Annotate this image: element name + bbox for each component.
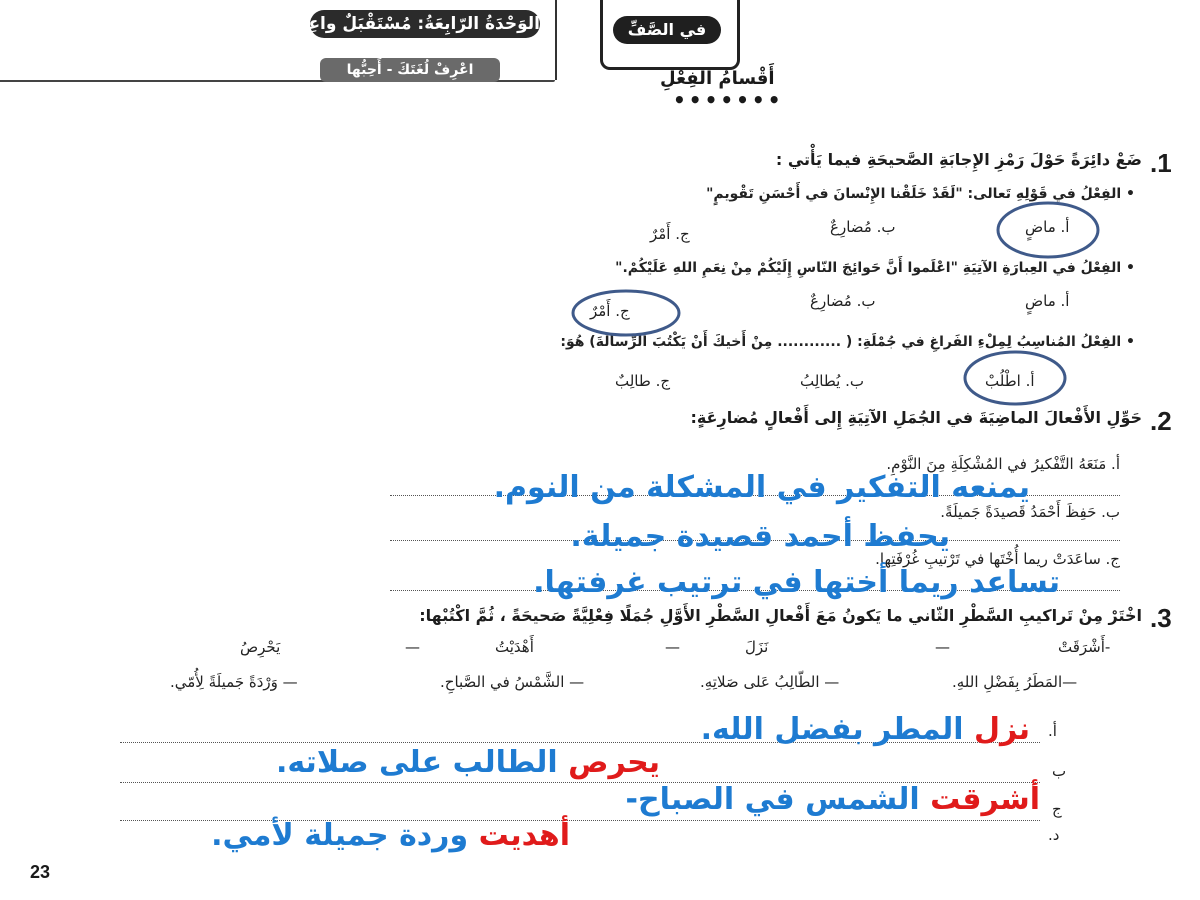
page-number: 23 <box>30 862 51 882</box>
q3-verb-4: يَحْرِصُ <box>240 638 281 656</box>
q1-number: 1. <box>1150 148 1172 178</box>
q2-answer-a: يمنعه التفكير في المشكلة من النوم. <box>493 470 1030 505</box>
answer-circle-q1-item1 <box>998 203 1098 257</box>
q3-phrase-3: — الشَّمْسُ في الصَّباحِ. <box>440 673 585 691</box>
q1-item2-option-b: ب. مُضارِعٌ <box>810 292 876 310</box>
q2-item-c: ج. ساعَدَتْ ريما أُخْتَها في تَرْتيبِ غُرْفَتِها. <box>875 550 1120 568</box>
q1-item1-option-a: أ. ماضٍ <box>1025 218 1070 236</box>
q3-phrase-1: —المَطَرُ بِفَضْلِ اللهِ. <box>952 673 1078 691</box>
q3-label-a: أ. <box>1048 722 1057 740</box>
q3-answer-d-rest: وردة جميلة لأمي. <box>211 818 469 853</box>
q1-item2-option-a: أ. ماضٍ <box>1025 292 1070 310</box>
answer-circle-q1-item3 <box>965 352 1065 404</box>
q3-phrase-4: — وَرْدَةً جَميلَةً لِأُمّي. <box>170 673 298 691</box>
q3-instruction: اخْتَرْ مِنْ تَراكيبِ السَّطْرِ الثّاني ما يَكونُ مَعَ أَفْعالِ السَّطْرِ الأَوَّلِ جُمَلًا فِعْلِيَّةً صَحيحَةً ، ثُمَّ اكْتُبْها: <box>419 606 1142 625</box>
q3-verb-1: -أَشْرَقَتْ <box>1058 638 1111 656</box>
q3-label-b: ب <box>1052 762 1067 780</box>
q3-phrase-2: — الطّالِبُ عَلى صَلاتِهِ. <box>700 673 840 691</box>
q3-answer-c-rest: الشمس في الصباح <box>637 782 920 817</box>
q1-item1-prompt: • الفِعْلُ في قَوْلِهِ تَعالى: "لَقَدْ خَلَقْنا الإِنْسانَ في أَحْسَنِ تَقْويمٍ" <box>706 186 1135 202</box>
q1-instruction: ضَعْ دائِرَةً حَوْلَ رَمْزِ الإِجابَةِ الصَّحيحَةِ فيما يَأْتي : <box>775 150 1142 169</box>
subtitle-banner: اعْرِفْ لُغَتَكَ - أَحِبُّها <box>320 58 500 82</box>
q3-answer-a <box>701 712 1030 747</box>
q3-answer-b-rest: الطالب على صلاته. <box>275 745 558 780</box>
q3-sep-1: — <box>935 638 950 656</box>
q3-answer-a-verb: نزل <box>974 712 1030 747</box>
q1-item3-option-a: أ. اطْلُبْ <box>985 372 1035 390</box>
q3-answer-b-verb: يحرص <box>568 745 660 780</box>
q3-answer-d <box>211 818 570 853</box>
q1-item2-option-c: ج. أَمْرٌ <box>590 302 630 320</box>
q1-item1-option-c: ج. أَمْرٌ <box>650 225 690 243</box>
q1-item3-prompt: • الفِعْلُ المُناسِبُ لِمِلْءِ الفَراغِ في جُمْلَةِ: ( ............ مِنْ أَخيكَ أَنْ يَكْتُبَ الرِّسالَةَ) هُوَ: <box>560 334 1135 350</box>
q1-item1-option-b: ب. مُضارِعٌ <box>830 218 896 236</box>
lesson-dots: ••••••• <box>673 88 784 112</box>
unit-title-banner: الوَحْدَةُ الرّابِعَةُ: مُسْتَقْبَلٌ واعِدٌ <box>310 10 540 38</box>
q1-item2-prompt: • الفِعْلُ في العِبارَةِ الآتِيَةِ "اعْلَموا أَنَّ حَوائِجَ النّاسِ إِلَيْكُمْ مِنْ نِعَمِ اللهِ عَلَيْكُمْ." <box>615 260 1135 276</box>
q3-sep-2: — <box>665 638 680 656</box>
q2-item-b: ب. حَفِظَ أَحْمَدُ قَصيدَةً جَميلَةً. <box>940 503 1120 521</box>
q2-answer-b: يحفظ أحمد قصيدة جميلة. <box>570 519 950 554</box>
q3-answer-d-verb: أهديت <box>478 818 570 853</box>
q3-label-c: ج <box>1052 800 1062 818</box>
q3-number: 3. <box>1150 603 1172 633</box>
q1-item3-option-b: ب. يُطالِبُ <box>800 372 865 390</box>
q3-verb-2: نَزَلَ <box>745 638 769 656</box>
q3-sep-3: — <box>405 638 420 656</box>
q1-item3-option-c: ج. طالِبٌ <box>615 372 671 390</box>
q3-answer-a-rest: المطر بفضل الله. <box>700 712 964 747</box>
q2-answer-c: تساعد ريما أختها في ترتيب غرفتها. <box>533 565 1060 600</box>
q3-answer-c <box>626 782 1040 817</box>
q2-number: 2. <box>1150 406 1172 436</box>
q2-item-a: أ. مَنَعَهُ التَّفْكيرُ في المُشْكِلَةِ مِنَ النَّوْمِ. <box>886 455 1120 473</box>
q3-label-d: د. <box>1048 826 1060 844</box>
q3-verb-3: أَهْدَيْتُ <box>495 638 534 656</box>
answer-circle-q1-item2 <box>573 291 679 335</box>
q3-answer-b <box>276 745 660 780</box>
q2-instruction: حَوِّلِ الأَفْعالَ الماضِيَةَ في الجُمَلِ الآتِيَةِ إِلى أَفْعالٍ مُضارِعَةٍ: <box>690 408 1142 427</box>
q3-answer-c-sep: - <box>625 782 638 817</box>
q3-answer-c-verb: أشرقت <box>930 782 1040 817</box>
lesson-title: أَقْسامُ الفِعْلِ <box>660 68 775 89</box>
class-label: في الصَّفِّ <box>613 16 721 44</box>
